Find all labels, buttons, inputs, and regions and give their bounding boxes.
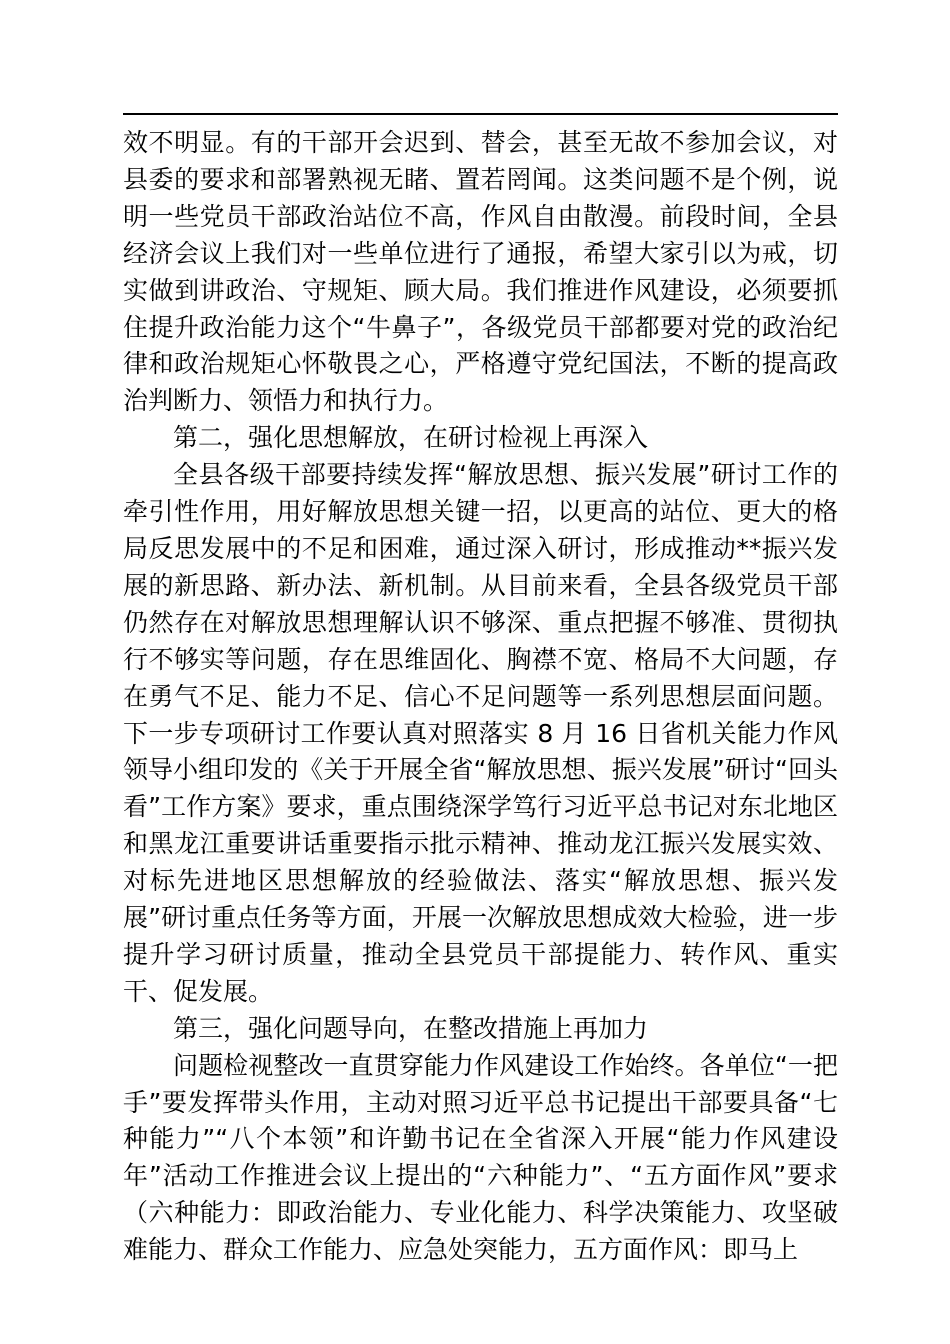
section-heading-3: 第三，强化问题导向，在整改措施上再加力 — [173, 1013, 649, 1043]
document-body — [123, 125, 838, 1269]
paragraph: 问题检视整改一直贯穿能力作风建设工作始终。各单位“一把手”要发挥带头作用，主动对照习近平总书记提出干部要具备“七种能力”“八个本领”和许勤书记在全省深入开展“能力作风建设年”活动工作推进会议上提出的“六种能力”、“五方面作风”要求（六种能力：即政治能力、专业化能力、科学决策能力、攻坚破难能力、群众工作能力、应急处突能力，五方面作风：即马上 — [123, 1050, 838, 1265]
paragraph: 全县各级干部要持续发挥“解放思想、振兴发展”研讨工作的牵引性作用，用好解放思想关键一招，以更高的站位、更大的格局反思发展中的不足和困难，通过深入研讨，形成推动**振兴发展的新思路、新办法、新机制。从目前来看，全县各级党员干部仍然存在对解放思想理解认识不够深、重点把握不够准、贯彻执行不够实等问题，存在思维固化、胸襟不宽、格局不大问题，存在勇气不足、能力不足、信心不足问题等一系列思想层面问题。下一步专项研讨工作要认真对照落实 8 月 16 日省机关能力作风领导小组印发的《关于开展全省“解放思想、振兴发展”研讨“回头看”工作方案》要求，重点围绕深学笃行习近平总书记对东北地区和黑龙江重要讲话重要指示批示精神、推动龙江振兴发展实效、对标先进地区思想解放的经验做法、落实“解放思想、振兴发展”研讨重点任务等方面，开展一次解放思想成效大检验，进一步提升学习研讨质量，推动全县党员干部提能力、转作风、重实干、促发展。 — [123, 460, 838, 1006]
section-heading-2: 第二，强化思想解放，在研讨检视上再深入 — [173, 423, 649, 453]
header-rule — [123, 113, 838, 115]
paragraph-continuation: 效不明显。有的干部开会迟到、替会，甚至无故不参加会议，对县委的要求和部署熟视无睹、置若罔闻。这类问题不是个例，说明一些党员干部政治站位不高，作风自由散漫。前段时间，全县经济会议上我们对一些单位进行了通报，希望大家引以为戒，切实做到讲政治、守规矩、顾大局。我们推进作风建设，必须要抓住提升政治能力这个“牛鼻子”，各级党员干部都要对党的政治纪律和政治规矩心怀敬畏之心，严格遵守党纪国法，不断的提高政治判断力、领悟力和执行力。 — [123, 128, 838, 416]
